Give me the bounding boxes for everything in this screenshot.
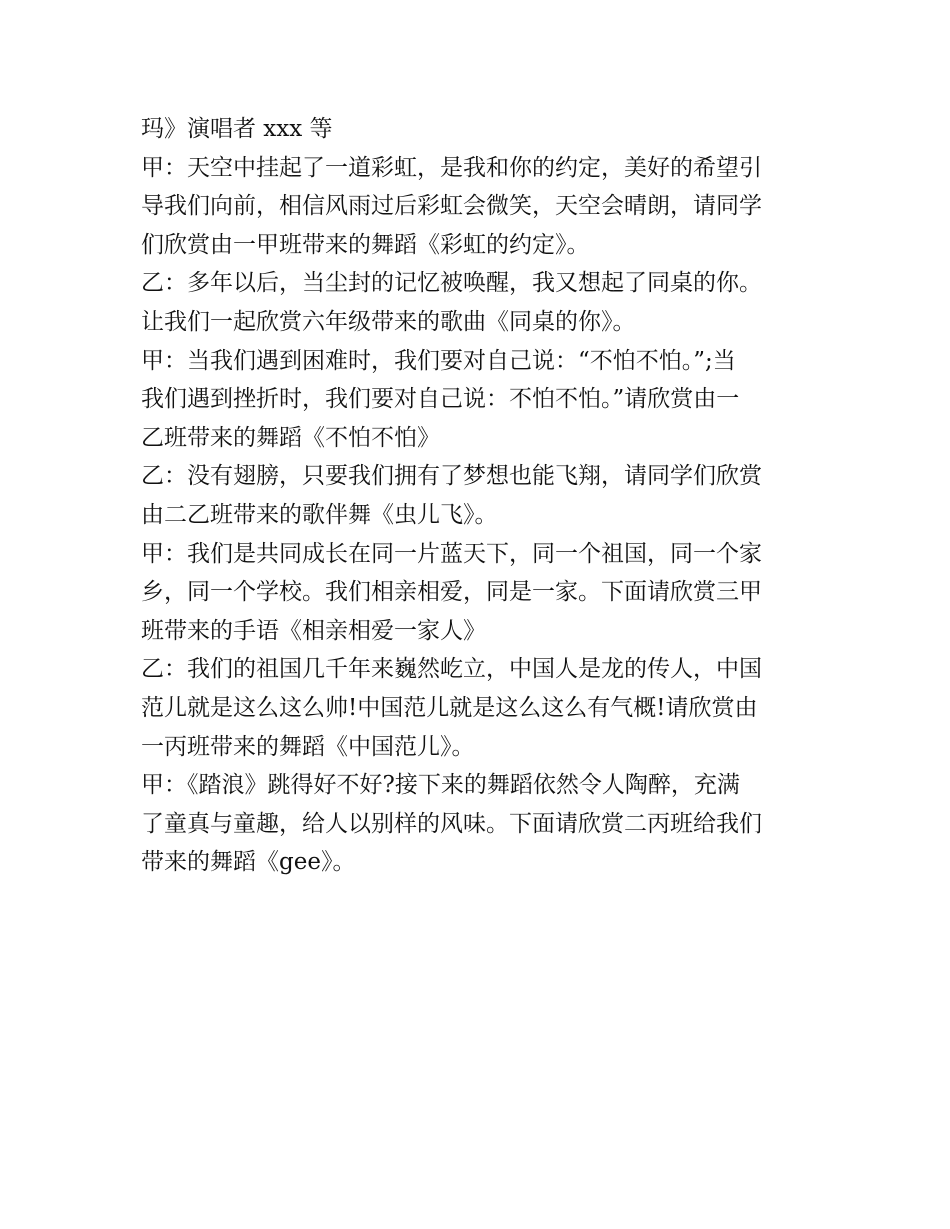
text-line: 甲：《踏浪》跳得好不好?接下来的舞蹈依然令人陶醉，充满 — [141, 772, 740, 799]
text-line: 甲：天空中挂起了一道彩虹，是我和你的约定，美好的希望引 — [141, 154, 762, 181]
text-line: 们欣赏由一甲班带来的舞蹈《彩虹的约定》。 — [141, 231, 590, 258]
text-line: 了童真与童趣，给人以别样的风味。下面请欣赏二丙班给我们 — [141, 810, 762, 837]
text-line: 乙：我们的祖国几千年来巍然屹立，中国人是龙的传人，中国 — [141, 656, 762, 683]
text-line: 让我们一起欣赏六年级带来的歌曲《同桌的你》。 — [141, 308, 636, 335]
text-line: 甲：当我们遇到困难时，我们要对自己说：“不怕不怕。”;当 — [141, 347, 736, 374]
text-line: 乙：没有翅膀，只要我们拥有了梦想也能飞翔，请同学们欣赏 — [141, 463, 762, 490]
text-line: 一丙班带来的舞蹈《中国范儿》。 — [141, 733, 475, 760]
text-line: 玛》演唱者 xxx 等 — [141, 116, 333, 142]
text-line: 由二乙班带来的歌伴舞《虫儿飞》。 — [141, 501, 498, 528]
text-line: 范儿就是这么这么帅!中国范儿就是这么这么有气概!请欣赏由 — [141, 694, 758, 721]
text-line: 班带来的手语《相亲相爱一家人》 — [141, 617, 486, 644]
text-line: 乙班带来的舞蹈《不怕不怕》 — [141, 424, 440, 451]
text-line: 带来的舞蹈《gee》。 — [141, 849, 356, 876]
text-line: 甲：我们是共同成长在同一片蓝天下，同一个祖国，同一个家 — [141, 540, 762, 567]
text-line: 导我们向前，相信风雨过后彩虹会微笑，天空会晴朗，请同学 — [141, 193, 762, 220]
text-line: 我们遇到挫折时，我们要对自己说：不怕不怕。”请欣赏由一 — [141, 386, 740, 413]
text-line: 乡，同一个学校。我们相亲相爱，同是一家。下面请欣赏三甲 — [141, 579, 762, 606]
document-text-body — [141, 110, 831, 882]
text-line: 乙：多年以后，当尘封的记忆被唤醒，我又想起了同桌的你。 — [141, 270, 762, 297]
